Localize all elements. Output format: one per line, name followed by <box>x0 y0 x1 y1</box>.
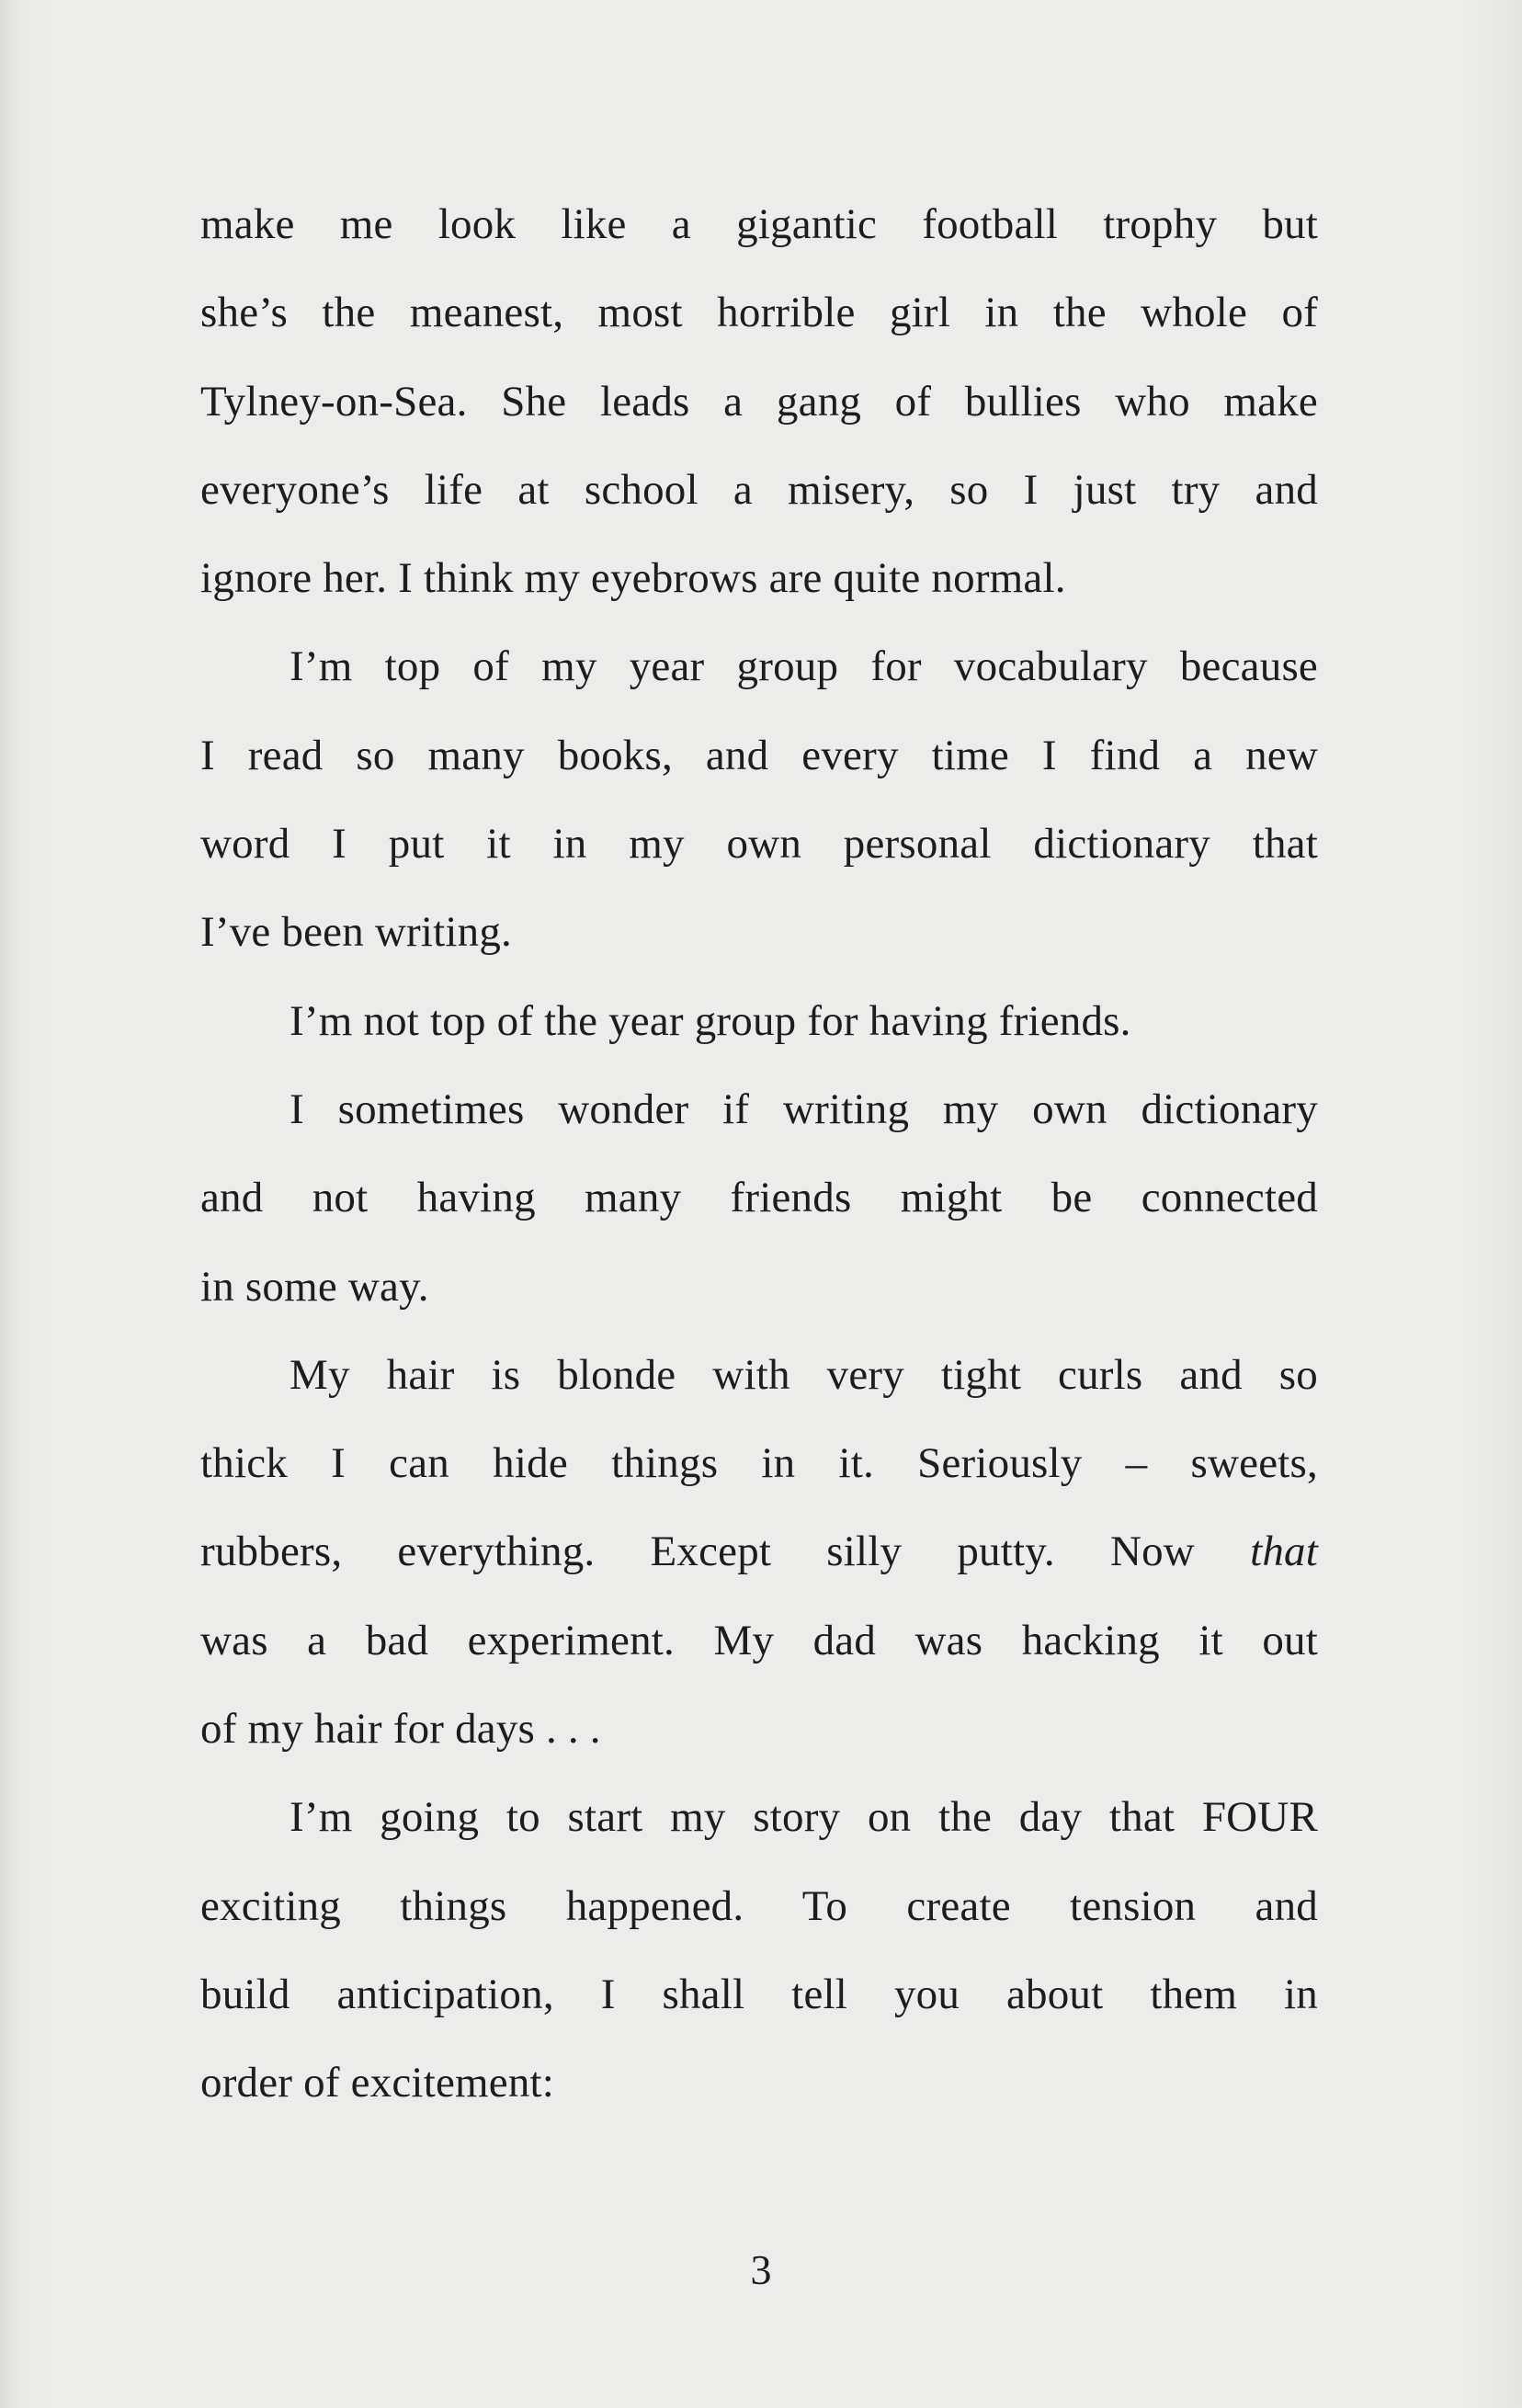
text-line-content: I’m going to start my story on the day that FOUR <box>290 1793 1318 1842</box>
text-line <box>200 622 1318 710</box>
page-number: 3 <box>750 2246 772 2293</box>
text-line-content: ignore her. I think my eyebrows are quite normal. <box>200 554 1066 603</box>
text-line <box>200 446 1318 534</box>
text-line-content: in some way. <box>200 1262 429 1311</box>
text-line-content: I’ve been writing. <box>200 908 513 957</box>
text-line <box>200 534 1318 622</box>
text-line <box>200 1950 1318 2039</box>
text-line-content: make me look like a gigantic football trophy but <box>200 200 1318 248</box>
text-line-content: she’s the meanest, most horrible girl in the whole of <box>200 289 1318 337</box>
text-line-content: rubbers, everything. Except silly putty. Now <box>200 1528 1195 1576</box>
text-line <box>200 1507 1318 1596</box>
text-line <box>200 1065 1318 1153</box>
text-line-content: I’m top of my year group for vocabulary because <box>290 642 1318 691</box>
text-line-content: order of excitement: <box>200 2059 555 2107</box>
text-line-content: thick I can hide things in it. Seriously – sweets, <box>200 1439 1318 1488</box>
text-line <box>200 1685 1318 1773</box>
text-line-content: and not having many friends might be connected <box>200 1174 1318 1222</box>
text-line-content: I sometimes wonder if writing my own dictionary <box>290 1085 1318 1133</box>
text-line-content: I read so many books, and every time I find a new <box>200 731 1318 779</box>
text-line <box>200 268 1318 357</box>
text-line <box>200 2039 1318 2127</box>
emphasized-word: that <box>1250 1528 1318 1576</box>
text-line-content: build anticipation, I shall tell you about them in <box>200 1970 1318 2018</box>
text-line-content: My hair is blonde with very tight curls and so <box>290 1350 1318 1399</box>
text-line <box>200 1862 1318 1950</box>
text-line <box>200 180 1318 268</box>
text-line <box>200 1331 1318 1419</box>
text-line <box>200 1243 1318 1331</box>
text-line-content: everyone’s life at school a misery, so I just try and <box>200 465 1318 514</box>
text-line-content: exciting things happened. To create tension and <box>200 1881 1318 1930</box>
text-line <box>200 711 1318 800</box>
text-line-content: of my hair for days . . . <box>200 1705 601 1754</box>
body-text <box>200 180 1318 2128</box>
text-line-content: was a bad experiment. My dad was hacking it out <box>200 1616 1318 1664</box>
text-line <box>200 1773 1318 1861</box>
text-line <box>200 800 1318 888</box>
text-line-content: Tylney-on-Sea. She leads a gang of bullies who make <box>200 377 1318 426</box>
text-line-content: word I put it in my own personal dictionary that <box>200 820 1318 869</box>
text-line <box>200 1419 1318 1507</box>
text-line <box>200 977 1318 1065</box>
text-line <box>200 888 1318 976</box>
text-line-content: I’m not top of the year group for having friends. <box>290 996 1131 1045</box>
text-line <box>200 1153 1318 1242</box>
text-line <box>200 358 1318 446</box>
text-line <box>200 1596 1318 1685</box>
